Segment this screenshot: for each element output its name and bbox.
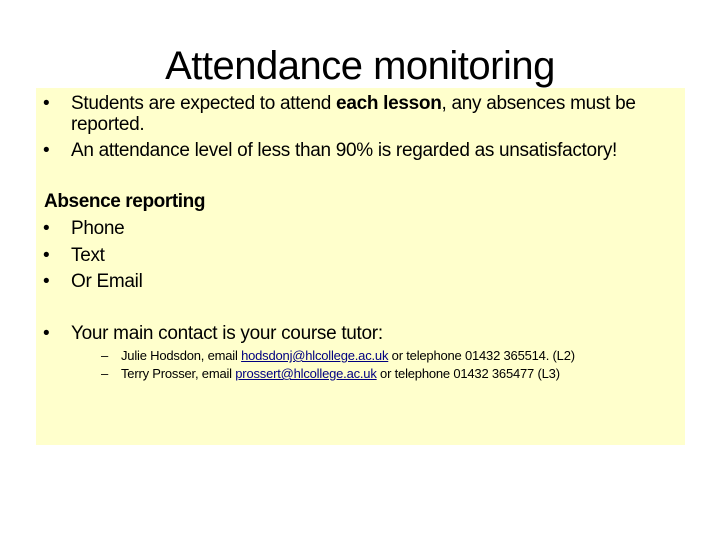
bullet-icon: • xyxy=(43,93,50,114)
bullet-icon: • xyxy=(43,271,50,292)
absence-heading: Absence reporting xyxy=(44,191,206,212)
content-box: • Students are expected to attend each lesson, any absences must be reported. • An attendance level of less than 90% is regarded as unsatisfactory! Absence reporting • Phone • Text • Or Email • Your main contact is your course tutor: – Julie Hodsdon, email hodsdonj@hlcollege.ac.uk or telephone 01432 365514. (L2) – Terry Prosser, email prossert@hlcollege.ac.uk or telephone 01432 365477 (L3) xyxy=(36,88,685,445)
tutor-row: – Terry Prosser, email prossert@hlcollege.ac.uk or telephone 01432 365477 (L3) xyxy=(101,366,560,381)
bullet-icon: • xyxy=(43,218,50,239)
bullet-icon: • xyxy=(43,323,50,344)
tutor-row: – Julie Hodsdon, email hodsdonj@hlcollege.ac.uk or telephone 01432 365514. (L2) xyxy=(101,348,575,363)
tutor-email-link[interactable]: hodsdonj@hlcollege.ac.uk xyxy=(241,348,389,363)
dash-icon: – xyxy=(101,348,109,363)
tutor-email-link[interactable]: prossert@hlcollege.ac.uk xyxy=(235,366,377,381)
bullet-icon: • xyxy=(43,245,50,266)
dash-icon: – xyxy=(101,366,109,381)
slide-title: Attendance monitoring xyxy=(165,44,555,88)
bullet-text: Students are expected to attend each lesson, any absences must be xyxy=(71,93,636,114)
bullet-icon: • xyxy=(43,140,50,161)
